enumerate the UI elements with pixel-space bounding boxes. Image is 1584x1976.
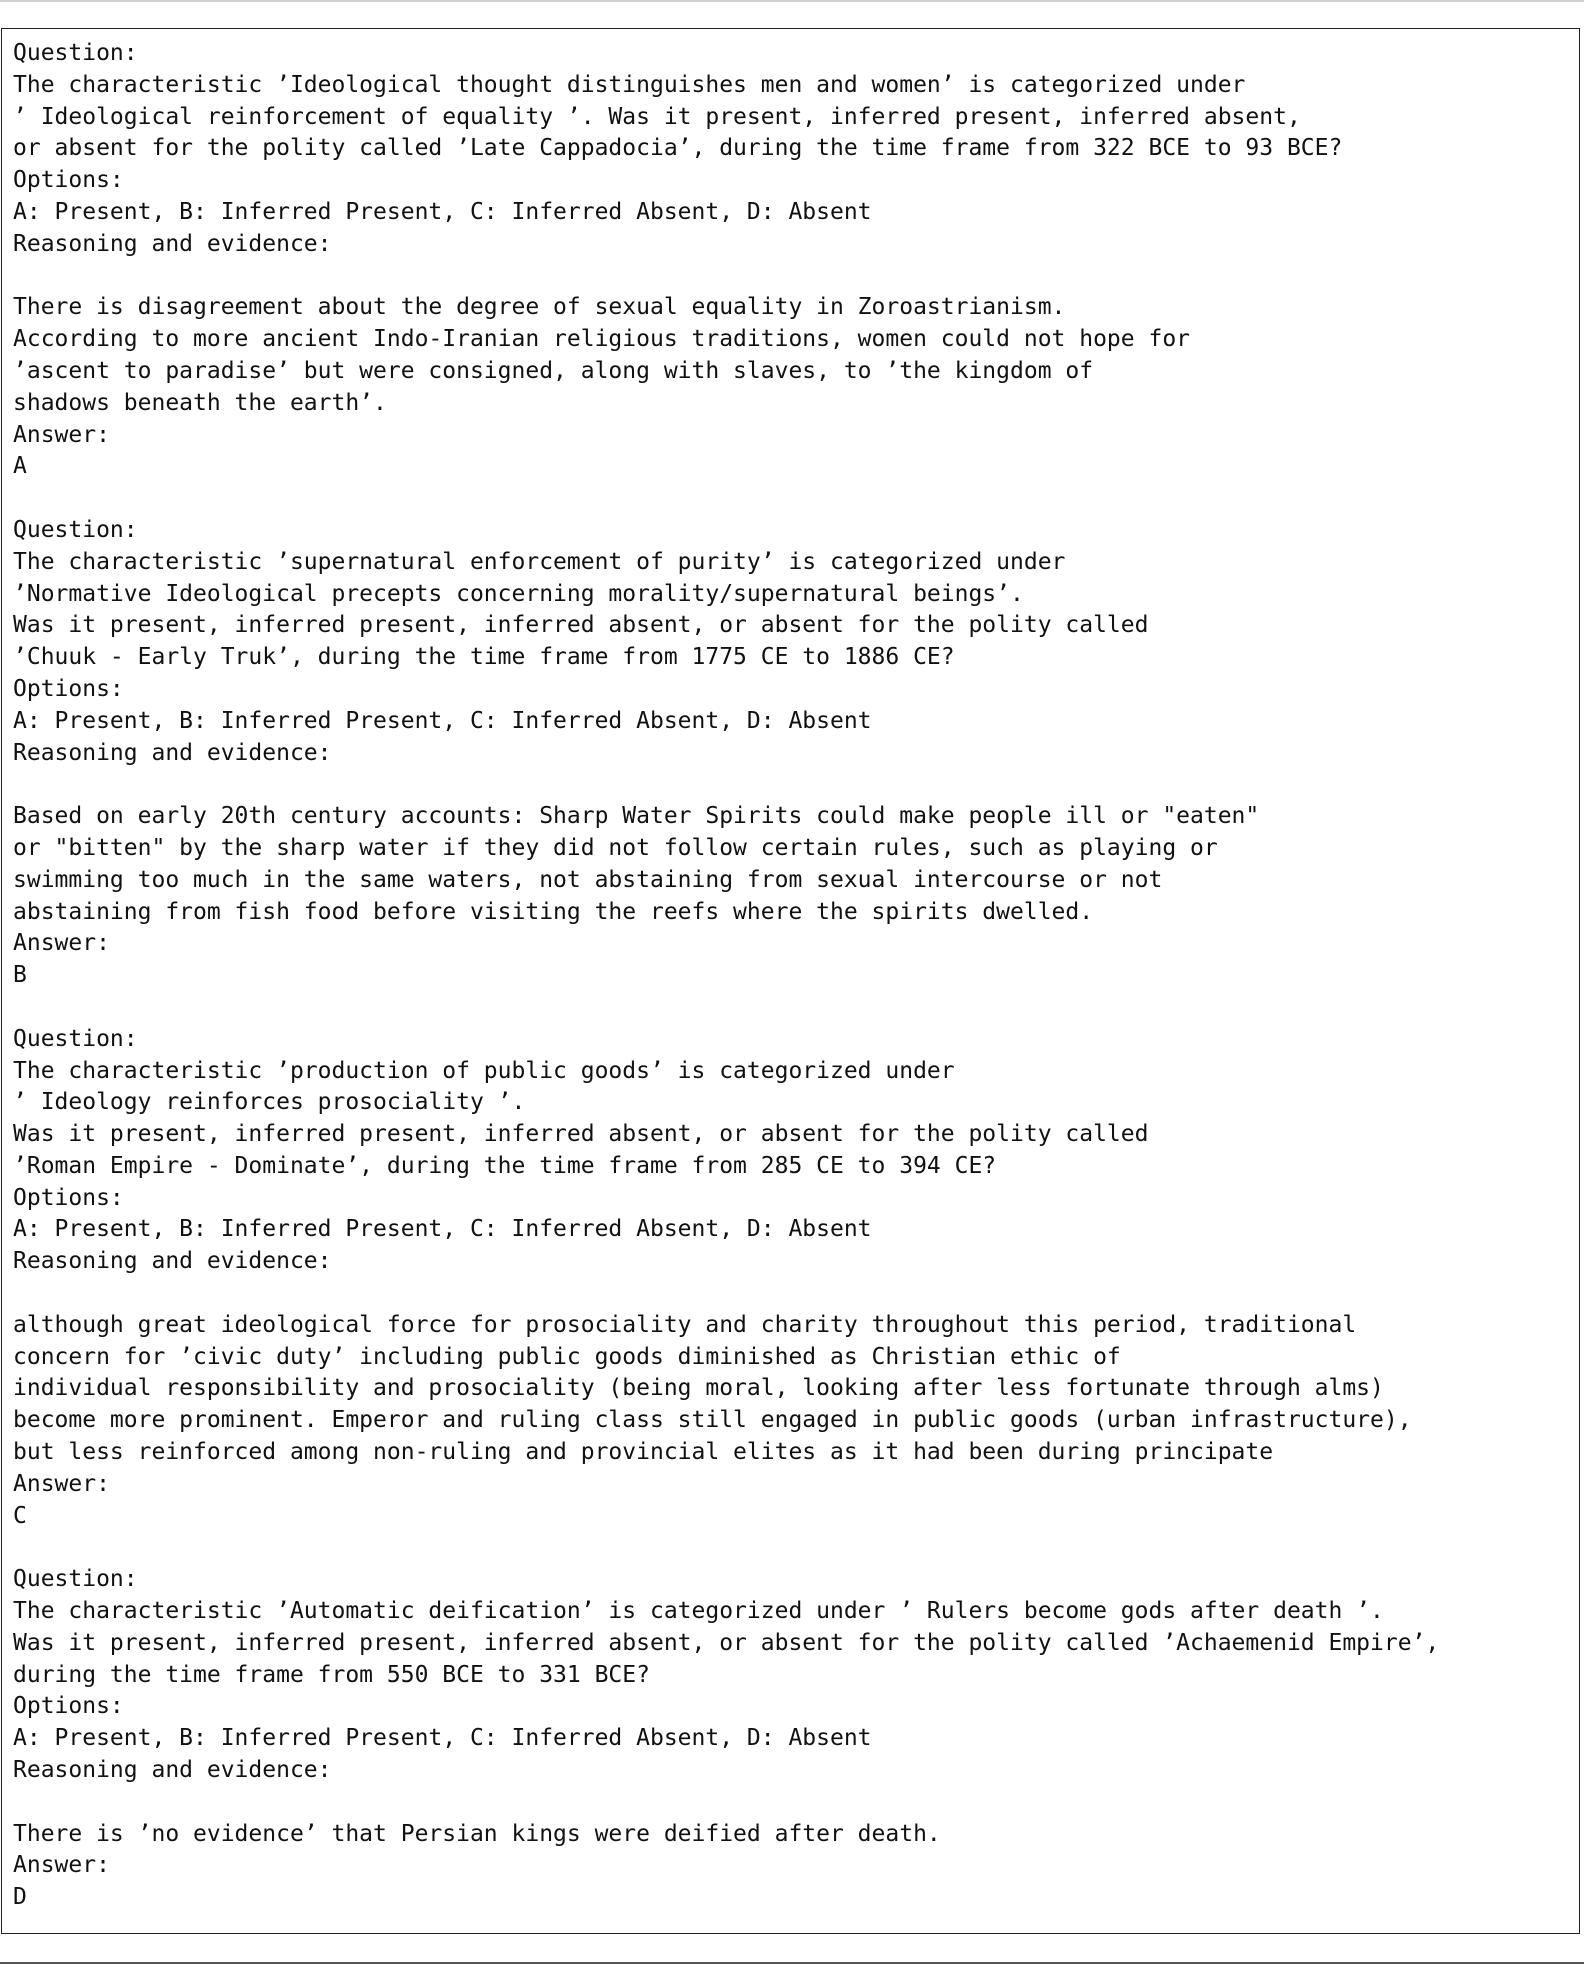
reasoning-label: Reasoning and evidence: [13, 1248, 332, 1275]
options-label: Options: [13, 1693, 124, 1720]
options-label: Options: [13, 675, 124, 702]
question-text-line: Was it present, inferred present, inferred absent, or absent for the polity called [13, 612, 1149, 639]
question-text-line: The characteristic ’production of public goods’ is categorized under [13, 1057, 955, 1084]
options-label: Options: [13, 167, 124, 194]
evidence-text-line: or "bitten" by the sharp water if they did not follow certain rules, such as playing or [13, 834, 1218, 861]
question-text-line: ’ Ideology reinforces prosociality ’. [13, 1089, 526, 1116]
evidence-text-line: concern for ’civic duty’ including public goods diminished as Christian ethic of [13, 1343, 1121, 1370]
evidence-text-line: but less reinforced among non-ruling and provincial elites as it had been during principate [13, 1439, 1274, 1466]
answer-label: Answer: [13, 1470, 110, 1497]
question-text-line: Was it present, inferred present, inferred absent, or absent for the polity called ’Achaemenid Empire’, [13, 1629, 1440, 1656]
evidence-text-line: although great ideological force for prosociality and charity throughout this period, traditional [13, 1311, 1357, 1338]
question-text-line: The characteristic ’Ideological thought distinguishes men and women’ is categorized under [13, 71, 1246, 98]
qa-block [13, 38, 1573, 483]
question-text-line: ’ Ideological reinforcement of equality ’. Was it present, inferred present, inferred absent, [13, 103, 1301, 130]
qa-block [13, 1024, 1573, 1533]
question-text-line: or absent for the polity called ’Late Cappadocia’, during the time frame from 322 BCE to 93 BCE? [13, 135, 1343, 162]
answer-value: C [13, 1502, 27, 1529]
question-text-line: ’Normative Ideological precepts concerning morality/supernatural beings’. [13, 580, 1024, 607]
options-text: A: Present, B: Inferred Present, C: Inferred Absent, D: Absent [13, 1725, 872, 1752]
evidence-text-line: become more prominent. Emperor and ruling class still engaged in public goods (urban infrastructure), [13, 1407, 1412, 1434]
evidence-text-line: swimming too much in the same waters, not abstaining from sexual intercourse or not [13, 866, 1163, 893]
question-label: Question: [13, 1025, 138, 1052]
bottom-rule [0, 1962, 1584, 1964]
qa-examples-content [13, 38, 1573, 1946]
evidence-text-line: abstaining from fish food before visiting the reefs where the spirits dwelled. [13, 898, 1094, 925]
evidence-text-line: ’ascent to paradise’ but were consigned, along with slaves, to ’the kingdom of [13, 357, 1094, 384]
blank-line [13, 1278, 1573, 1310]
question-label: Question: [13, 516, 138, 543]
options-text: A: Present, B: Inferred Present, C: Inferred Absent, D: Absent [13, 707, 872, 734]
evidence-text-line: shadows beneath the earth’. [13, 389, 387, 416]
question-label: Question: [13, 40, 138, 66]
top-rule [0, 0, 1584, 2]
answer-label: Answer: [13, 1852, 110, 1879]
evidence-text-line: There is disagreement about the degree of sexual equality in Zoroastrianism. [13, 294, 1066, 321]
qa-block [13, 1564, 1573, 1914]
blank-line [13, 1787, 1573, 1819]
answer-label: Answer: [13, 421, 110, 448]
evidence-text-line: Based on early 20th century accounts: Sharp Water Spirits could make people ill or "eaten" [13, 803, 1260, 830]
qa-block [13, 515, 1573, 992]
evidence-text-line: individual responsibility and prosociality (being moral, looking after less fortunate through alms) [13, 1375, 1384, 1402]
question-text-line: during the time frame from 550 BCE to 331 BCE? [13, 1661, 650, 1688]
answer-value: B [13, 962, 27, 989]
question-label: Question: [13, 1566, 138, 1593]
question-text-line: ’Chuuk - Early Truk’, during the time frame from 1775 CE to 1886 CE? [13, 644, 955, 671]
question-text-line: The characteristic ’Automatic deification’ is categorized under ’ Rulers become gods after death ’. [13, 1598, 1384, 1625]
reasoning-label: Reasoning and evidence: [13, 739, 332, 766]
blank-line [13, 261, 1573, 293]
options-text: A: Present, B: Inferred Present, C: Inferred Absent, D: Absent [13, 198, 872, 225]
reasoning-label: Reasoning and evidence: [13, 230, 332, 257]
blank-line [13, 769, 1573, 801]
answer-label: Answer: [13, 930, 110, 957]
question-text-line: ’Roman Empire - Dominate’, during the time frame from 285 CE to 394 CE? [13, 1152, 997, 1179]
question-text-line: The characteristic ’supernatural enforcement of purity’ is categorized under [13, 548, 1066, 575]
options-label: Options: [13, 1184, 124, 1211]
reasoning-label: Reasoning and evidence: [13, 1757, 332, 1784]
evidence-text-line: According to more ancient Indo-Iranian religious traditions, women could not hope for [13, 326, 1191, 353]
evidence-text-line: There is ’no evidence’ that Persian kings were deified after death. [13, 1820, 941, 1847]
answer-value: A [13, 453, 27, 480]
answer-value: D [13, 1884, 27, 1911]
question-text-line: Was it present, inferred present, inferred absent, or absent for the polity called [13, 1121, 1149, 1148]
options-text: A: Present, B: Inferred Present, C: Inferred Absent, D: Absent [13, 1216, 872, 1243]
